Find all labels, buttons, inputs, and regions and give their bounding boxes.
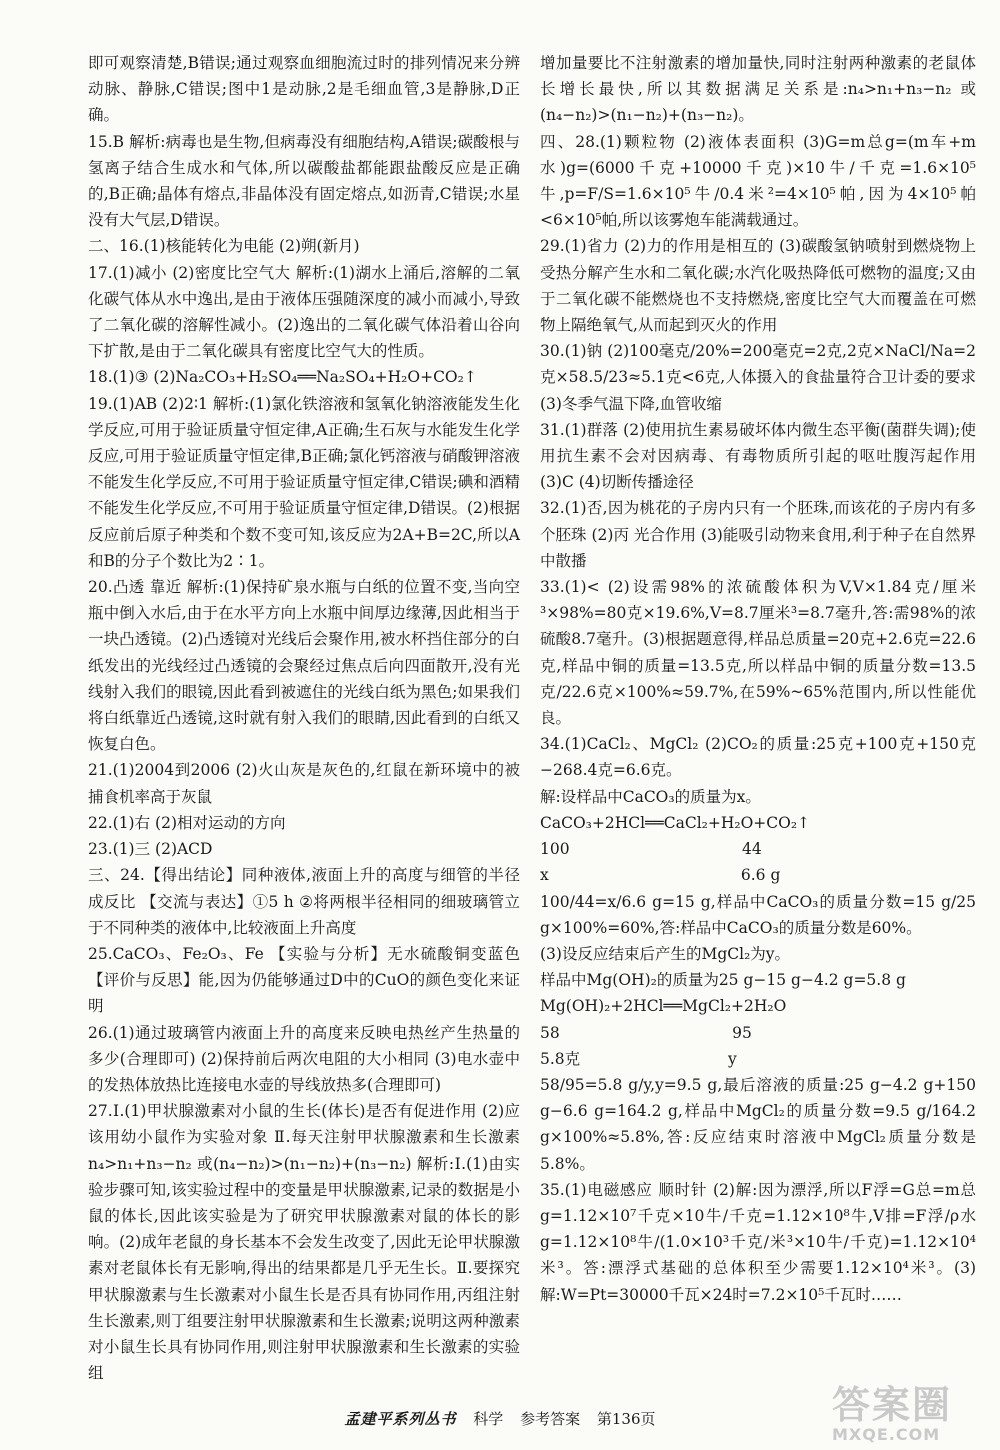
answer-18: 18.(1)③ (2)Na₂CO₃+H₂SO₄══Na₂SO₄+H₂O+CO₂↑ [88, 368, 477, 387]
equation-mgoh2: Mg(OH)₂+2HCl══MgCl₂+2H₂O [540, 997, 787, 1016]
watermark-line1: 答案圈 [832, 1383, 953, 1427]
answer-34: 34.(1)CaCl₂、MgCl₂ (2)CO₂的质量:25克+100克+150克−268.4克=6.6克。 [540, 735, 976, 780]
answer-29: 29.(1)省力 (2)力的作用是相互的 (3)碳酸氢钠喷射到燃烧物上受热分解产生水和二氧化碳;水汽化吸热降低可燃物的温度;又由于二氧化碳不能燃烧也不支持燃烧,密度比空气大而覆盖在可燃物上隔绝氧气,从而起到灭火的作用 [540, 237, 976, 335]
subject-label: 科学 [473, 1410, 504, 1428]
watermark-logo [832, 1385, 992, 1447]
equation-ratio-row: 100 44 [540, 840, 762, 859]
answer-34-mgoh2-mass: 样品中Mg(OH)₂的质量为25 g−15 g−4.2 g=5.8 g [540, 971, 906, 990]
answer-21: 21.(1)2004到2006 (2)火山灰是灰色的,红鼠在新环境中的被捕食机率高于灰鼠 [88, 761, 520, 806]
answer-34-setup: 解:设样品中CaCO₃的质量为x。 [540, 787, 761, 806]
answer-23: 23.(1)三 (2)ACD [88, 840, 213, 859]
answer-27-continued: 增加量要比不注射激素的增加量快,同时注射两种激素的老鼠体长增长最快,所以其数据满足关系是:n₄>n₁+n₃−n₂ 或(n₄−n₂)>(n₁−n₂)+(n₃−n₂)。 [540, 54, 976, 125]
answer-34-result: 100/44=x/6.6 g=15 g,样品中CaCO₃的质量分数=15 g/25 g×100%=60%,答:样品中CaCO₃的质量分数是60%。 [540, 892, 976, 937]
answer-30: 30.(1)钠 (2)100毫克/20%=200毫克=2克,2克×NaCl/Na=2克×58.5/23≈5.1克<6克,人体摄入的食盐量符合卫计委的要求 (3)冬季气温下降,血管收缩 [540, 342, 976, 413]
answer-17: 17.(1)减小 (2)密度比空气大 解析:(1)湖水上涌后,溶解的二氧化碳气体从水中逸出,是由于液体压强随深度的减小而减小,导致了二氧化碳的溶解性减小。(2)逸出的二氧化碳气体沿着山谷向下扩散,是由于二氧化碳具有密度比空气大的性质。 [88, 263, 520, 361]
answer-33: 33.(1)< (2)设需98%的浓硫酸体积为V,V×1.84克/厘米³×98%=80克×19.6%,V=8.7厘米³=8.7毫升,答:需98%的浓硫酸8.7毫升。(3)根据题意得,样品总质量=20克+2.6克=22.6克,样品中铜的质量=13.5克,所以样品中铜的质量分数=13.5克/22.6克×100%≈59.7%,在59%~65%范围内,所以性能优良。 [540, 578, 976, 728]
left-column [88, 50, 520, 1386]
answer-26: 26.(1)通过玻璃管内液面上升的高度来反映电热丝产生热量的多少(合理即可) (2)保持前后两次电阻的大小相同 (3)电水壶中的发热体放热比连接电水壶的导线放热多(合理即可) [88, 1023, 520, 1094]
equation-ratio-row-2: 58 95 [540, 1023, 752, 1042]
equation-values-row: x 6.6 g [540, 866, 781, 885]
answer-20: 20.凸透 靠近 解析:(1)保持矿泉水瓶与白纸的位置不变,当向空瓶中倒入水后,由于在水平方向上水瓶中间厚边缘薄,因此相当于一块凸透镜。(2)凸透镜对光线后会聚作用,被水杯挡住部分的白纸发出的光线经过凸透镜的会聚经过焦点后向四面散开,没有光线射入我们的眼镜,因此看到被遮住的光线白纸为黑色;如果我们将白纸靠近凸透镜,这时就有射入我们的眼睛,因此看到的白纸又恢复白色。 [88, 578, 520, 754]
section-label: 参考答案 [520, 1410, 581, 1428]
answer-34-final: 58/95=5.8 g/y,y=9.5 g,最后溶液的质量:25 g−4.2 g+150 g−6.6 g=164.2 g,样品中MgCl₂的质量分数=9.5 g/164.2 g×100%≈5.8%,答:反应结束时溶液中MgCl₂质量分数是5.8%。 [540, 1075, 976, 1173]
answer-32: 32.(1)否,因为桃花的子房内只有一个胚珠,而该花的子房内有多个胚珠 (2)丙 光合作用 (3)能吸引动物来食用,利于种子在自然界中散播 [540, 499, 976, 570]
answer-35: 35.(1)电磁感应 顺时针 (2)解:因为漂浮,所以F浮=G总=m总g=1.12×10⁷千克×10牛/千克=1.12×10⁸牛,V排=F浮/ρ水g=1.12×10⁸牛/(1.0×10³千克/米³×10牛/千克)=1.12×10⁴米³。答:漂浮式基础的总体积至少需要1.12×10⁴米³。(3)解:W=Pt=30000千瓦×24时=7.2×10⁵千瓦时…… [540, 1180, 976, 1304]
answer-22: 22.(1)右 (2)相对运动的方向 [88, 813, 286, 832]
answer-15: 15.B 解析:病毒也是生物,但病毒没有细胞结构,A错误;碳酸根与氢离子结合生成水和气体,所以碳酸盐都能跟盐酸反应是正确的,B正确;晶体有熔点,非晶体没有固定熔点,如沥青,C错误;水星没有大气层,D错误。 [88, 132, 520, 230]
answer-27: 27.Ⅰ.(1)甲状腺激素对小鼠的生长(体长)是否有促进作用 (2)应该用幼小鼠作为实验对象 Ⅱ.每天注射甲状腺激素和生长激素 n₄>n₁+n₃−n₂ 或(n₄−n₂)>(n₁−n₂)+(n₃−n₂) 解析:Ⅰ.(1)由实验步骤可知,该实验过程中的变量是甲状腺激素,记录的数据是小鼠的体长,因此该实验是为了研究甲状腺激素对鼠的体长的影响。(2)成年老鼠的身长基本不会发生改变了,因此无论甲状腺激素对老鼠体长有无影响,得出的结果都是几乎无生长。Ⅱ.要探究甲状腺激素与生长激素对小鼠生长是否具有协同作用,丙组注射生长激素,则丁组要注射甲状腺激素和生长激素;说明这两种激素对小鼠生长具有协同作用,则注射甲状腺激素和生长激素的实验组 [88, 1102, 520, 1383]
page-number: 第136页 [596, 1410, 656, 1428]
equation-caco3: CaCO₃+2HCl══CaCl₂+H₂O+CO₂↑ [540, 813, 811, 832]
text-paragraph: 即可观察清楚,B错误;通过观察血细胞流过时的排列情况来分辨动脉、静脉,C错误;图中1是动脉,2是毛细血管,3是静脉,D正确。 [88, 54, 520, 125]
answer-24: 三、24.【得出结论】同种液体,液面上升的高度与细管的半径成反比 【交流与表达】①5 h ②将两根半径相同的细玻璃管立于不同种类的液体中,比较液面上升高度 [88, 866, 520, 937]
right-column [540, 50, 976, 1308]
answer-19: 19.(1)AB (2)2∶1 解析:(1)氯化铁溶液和氢氧化钠溶液能发生化学反应,可用于验证质量守恒定律,A正确;生石灰与水能发生化学反应,可用于验证质量守恒定律,B正确;氯化钙溶液与硝酸钾溶液不能发生化学反应,不可用于验证质量守恒定律,C错误;碘和酒精不能发生化学反应,不可用于验证质量守恒定律,D错误。(2)根据反应前后原子种类和个数不变可知,该反应为2A+B=2C,所以A和B的分子个数比为2∶1。 [88, 394, 520, 570]
answer-25: 25.CaCO₃、Fe₂O₃、Fe 【实验与分析】无水硫酸铜变蓝色 【评价与反思】能,因为仍能够通过D中的CuO的颜色变化来证明 [88, 944, 520, 1016]
answer-16: 二、16.(1)核能转化为电能 (2)朔(新月) [88, 237, 360, 256]
answer-34-part3: (3)设反应结束后产生的MgCl₂为y。 [540, 944, 791, 963]
series-name: 孟建平系列丛书 [344, 1410, 457, 1428]
answer-31: 31.(1)群落 (2)使用抗生素易破坏体内微生态平衡(菌群失调);使用抗生素不会对因病毒、有毒物质所引起的呕吐腹泻起作用 (3)C (4)切断传播途径 [540, 420, 976, 492]
watermark-line2: MXQE.COM [832, 1425, 941, 1444]
equation-values-row-2: 5.8克 y [540, 1049, 737, 1068]
answer-28: 四、28.(1)颗粒物 (2)液体表面积 (3)G=m总g=(m车+m水)g=(6000千克+10000千克)×10牛/千克=1.6×10⁵牛,p=F/S=1.6×10⁵牛/0.4米²=4×10⁵帕,因为4×10⁵帕<6×10⁵帕,所以该雾炮车能满载通过。 [540, 132, 976, 230]
